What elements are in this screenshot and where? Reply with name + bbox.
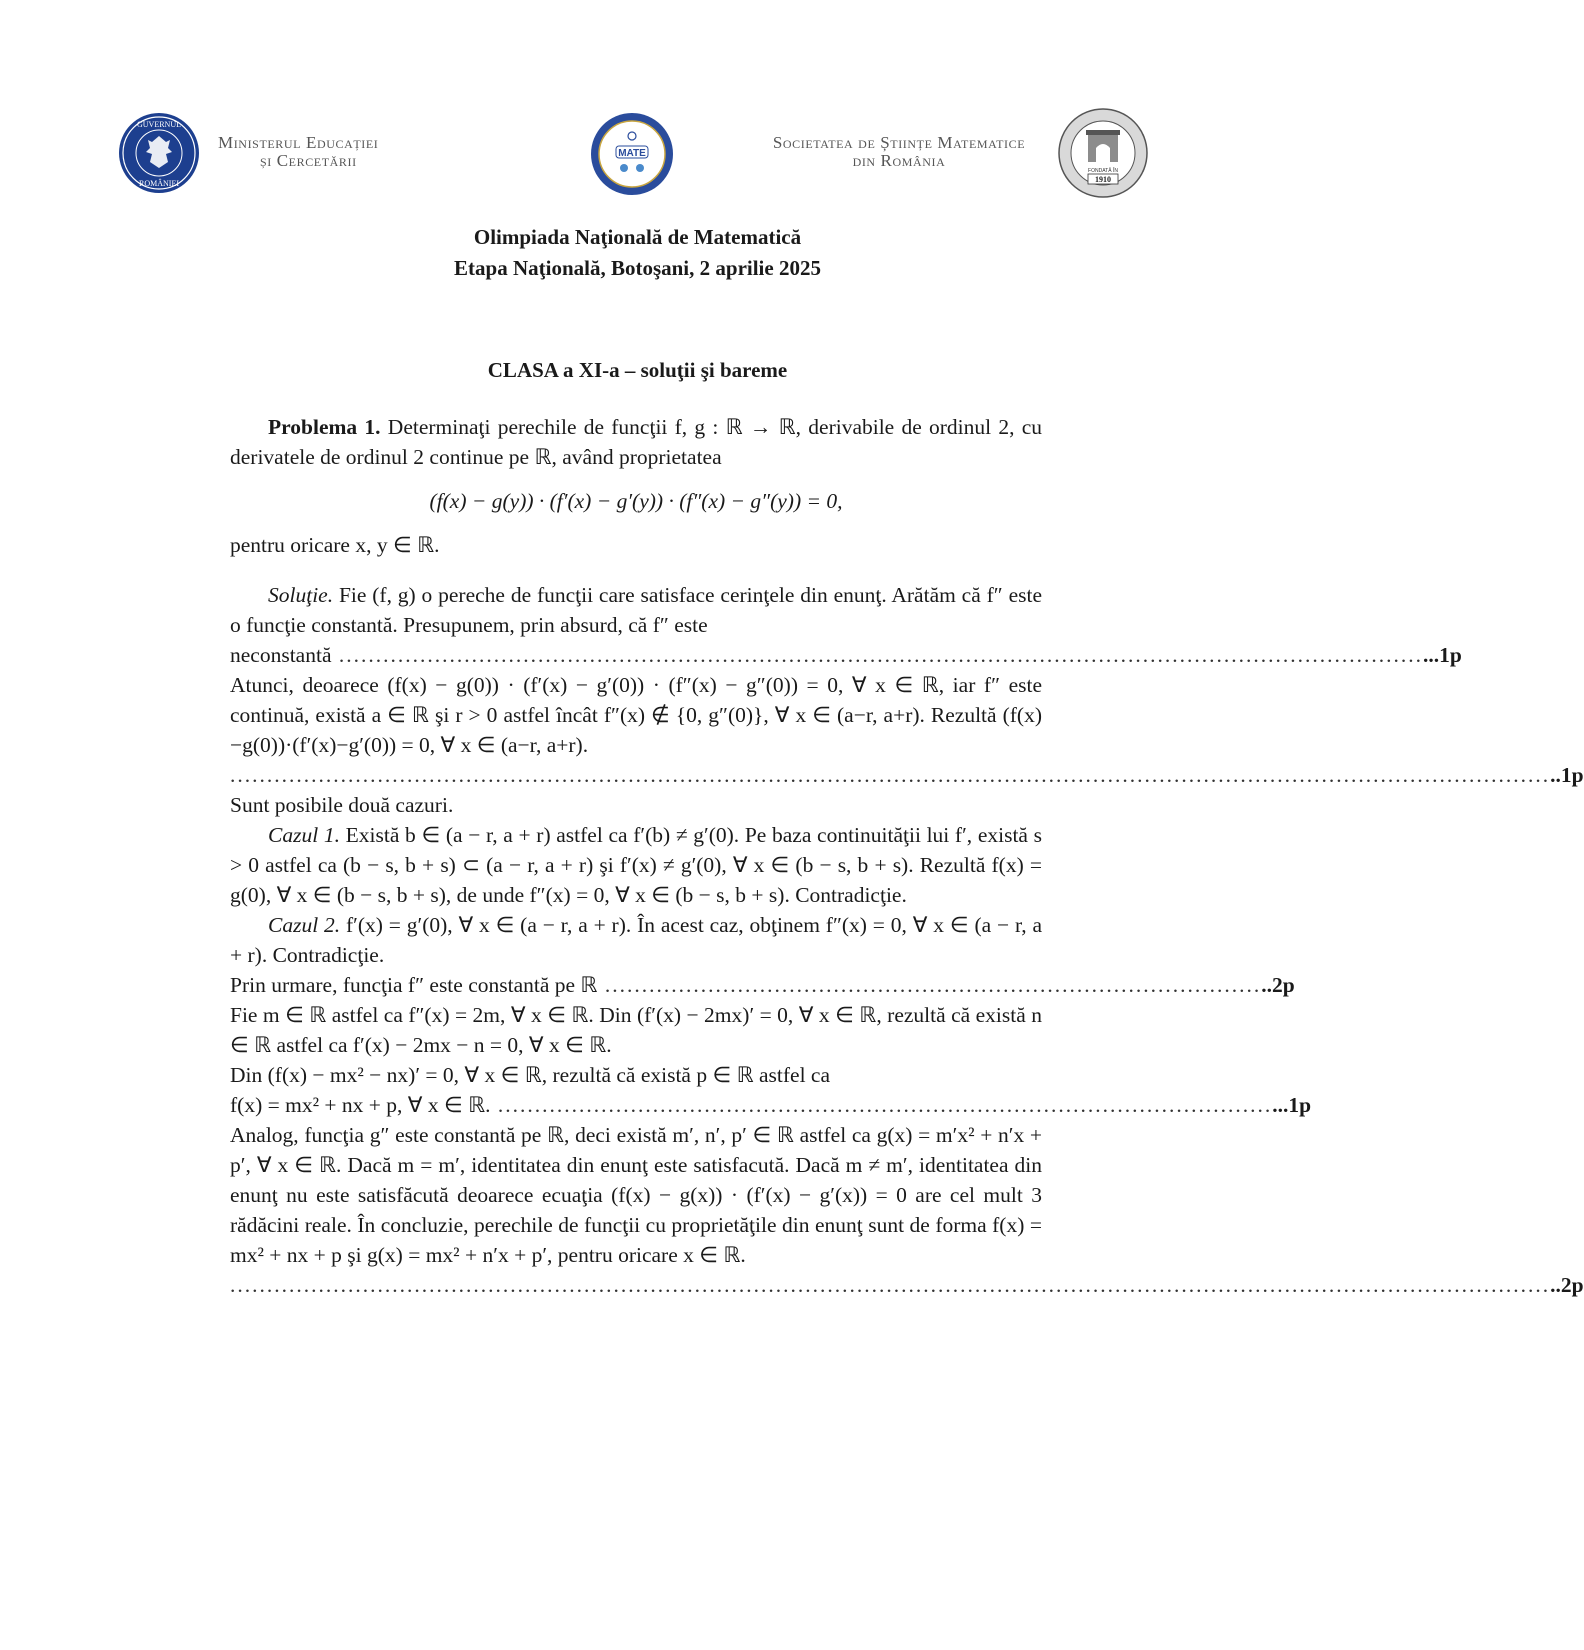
svg-text:ROMÂNIEI: ROMÂNIEI: [139, 179, 179, 188]
solution-paragraph-7: Analog, funcţia g″ este constantă pe ℝ, deci există m′, n′, p′ ∈ ℝ astfel ca g(x) = m′x² + n′x + p′, ∀ x ∈ ℝ. Dacă m = m′, identitatea din enunţ este satisfacută. Dacă m ≠ m′, identitatea din enunţ nu este satisfăcută deoarece ecuaţia (f(x) − g(x)) · (f′(x) − g′(x)) = 0 are cel mult 3 rădăcini reale. În concluzie, perechile de funcţii cu proprietăţile din enunţ sunt de forma f(x) = mx² + nx + p şi g(x) = mx² + n′x + p′, pentru oricare x ∈ ℝ.: [230, 1123, 1042, 1267]
problem-statement-end: pentru oricare x, y ∈ ℝ.: [230, 533, 440, 557]
points-line-4: f(x) = mx² + nx + p, ∀ x ∈ ℝ. ......................................................................................................... ...1p: [230, 1090, 1042, 1120]
points-badge: ..1p: [1550, 763, 1584, 787]
solution-paragraph-2: Atunci, deoarece (f(x) − g(0)) · (f′(x) − g′(0)) · (f″(x) − g″(0)) = 0, ∀ x ∈ ℝ, iar f″ este continuă, există a ∈ ℝ şi r > 0 astfel încât f″(x) ∉ {0, g″(0)}, ∀ x ∈ (a−r, a+r). Rezultă (f(x)−g(0))·(f′(x)−g′(0)) = 0, ∀ x ∈ (a−r, a+r).: [230, 673, 1042, 757]
solution-content: [230, 412, 1584, 1300]
svg-text:1910: 1910: [1095, 175, 1111, 184]
points-line-1: neconstantă ................................................................................................................................................... ...1p: [230, 640, 1042, 670]
points-badge: ...1p: [1423, 643, 1462, 667]
points-badge: ..2p: [1550, 1273, 1584, 1297]
page-header: [0, 108, 1275, 188]
points-line-3: Prin urmare, funcţia f″ este constantă pe ℝ ......................................................................................... ..2p: [230, 970, 1042, 1000]
points-badge: ...1p: [1272, 1093, 1312, 1117]
solution-paragraph-6: Din (f(x) − mx² − nx)′ = 0, ∀ x ∈ ℝ, rezultă că există p ∈ ℝ astfel ca: [230, 1063, 831, 1087]
ssmr-name: Societatea de Științe Matematice din România: [772, 133, 1026, 170]
svg-text:MATE: MATE: [618, 148, 646, 159]
svg-text:GUVERNUL: GUVERNUL: [137, 120, 181, 129]
solution-paragraph-1: Soluţie. Fie (f, g) o pereche de funcţii care satisface cerinţele din enunţ. Arătăm că f″ este o funcţie constantă. Presupunem, prin absurd, că f″ este: [230, 583, 1042, 637]
case-1: Cazul 1. Există b ∈ (a − r, a + r) astfel ca f′(b) ≠ g′(0). Pe baza continuităţii lui f′, există s > 0 astfel ca (b − s, b + s) ⊂ (a − r, a + r) şi f′(x) ≠ g′(0), ∀ x ∈ (b − s, b + s). Rezultă f(x) = g(0), ∀ x ∈ (b − s, b + s), de unde f″(x) = 0, ∀ x ∈ (b − s, b + s). Contradicţie.: [230, 823, 1043, 907]
section-subtitle: CLASA a XI-a – soluţii şi bareme: [487, 358, 788, 382]
problem-statement: Problema 1. Determinaţi perechile de funcţii f, g : ℝ → ℝ, derivabile de ordinul 2, cu derivatele de ordinul 2 continue pe ℝ, având proprietatea: [230, 415, 1043, 469]
problem-equation: (f(x) − g(y)) · (f′(x) − g′(y)) · (f″(x) − g″(y)) = 0,: [429, 489, 843, 513]
points-line-5: ................................................................................................................................................................................... ..2p: [230, 1270, 1042, 1300]
mate-olympiad-logo: [590, 112, 674, 196]
solution-paragraph-5: Fie m ∈ ℝ astfel ca f″(x) = 2m, ∀ x ∈ ℝ. Din (f′(x) − 2mx)′ = 0, ∀ x ∈ ℝ, rezultă că există n ∈ ℝ astfel ca f′(x) − 2mx − n = 0, ∀ x ∈ ℝ.: [230, 1003, 1042, 1057]
points-badge: ..2p: [1261, 973, 1295, 997]
government-seal-logo: [118, 112, 200, 194]
ssmr-seal-logo: [1058, 108, 1148, 198]
solution-paragraph-3: Sunt posibile două cazuri.: [230, 793, 454, 817]
case-2: Cazul 2. f′(x) = g′(0), ∀ x ∈ (a − r, a + r). În acest caz, obţinem f″(x) = 0, ∀ x ∈ (a − r, a + r). Contradicţie.: [230, 913, 1043, 967]
svg-text:FONDATĂ ÎN: FONDATĂ ÎN: [1088, 168, 1118, 174]
points-line-2: ................................................................................................................................................................................... ..1p: [230, 760, 1042, 790]
document-title: Olimpiada Naţională de Matematică Etapa Naţională, Botoşani, 2 aprilie 2025: [454, 225, 821, 280]
ministry-name: Ministerul Educației și Cercetării: [218, 133, 379, 170]
